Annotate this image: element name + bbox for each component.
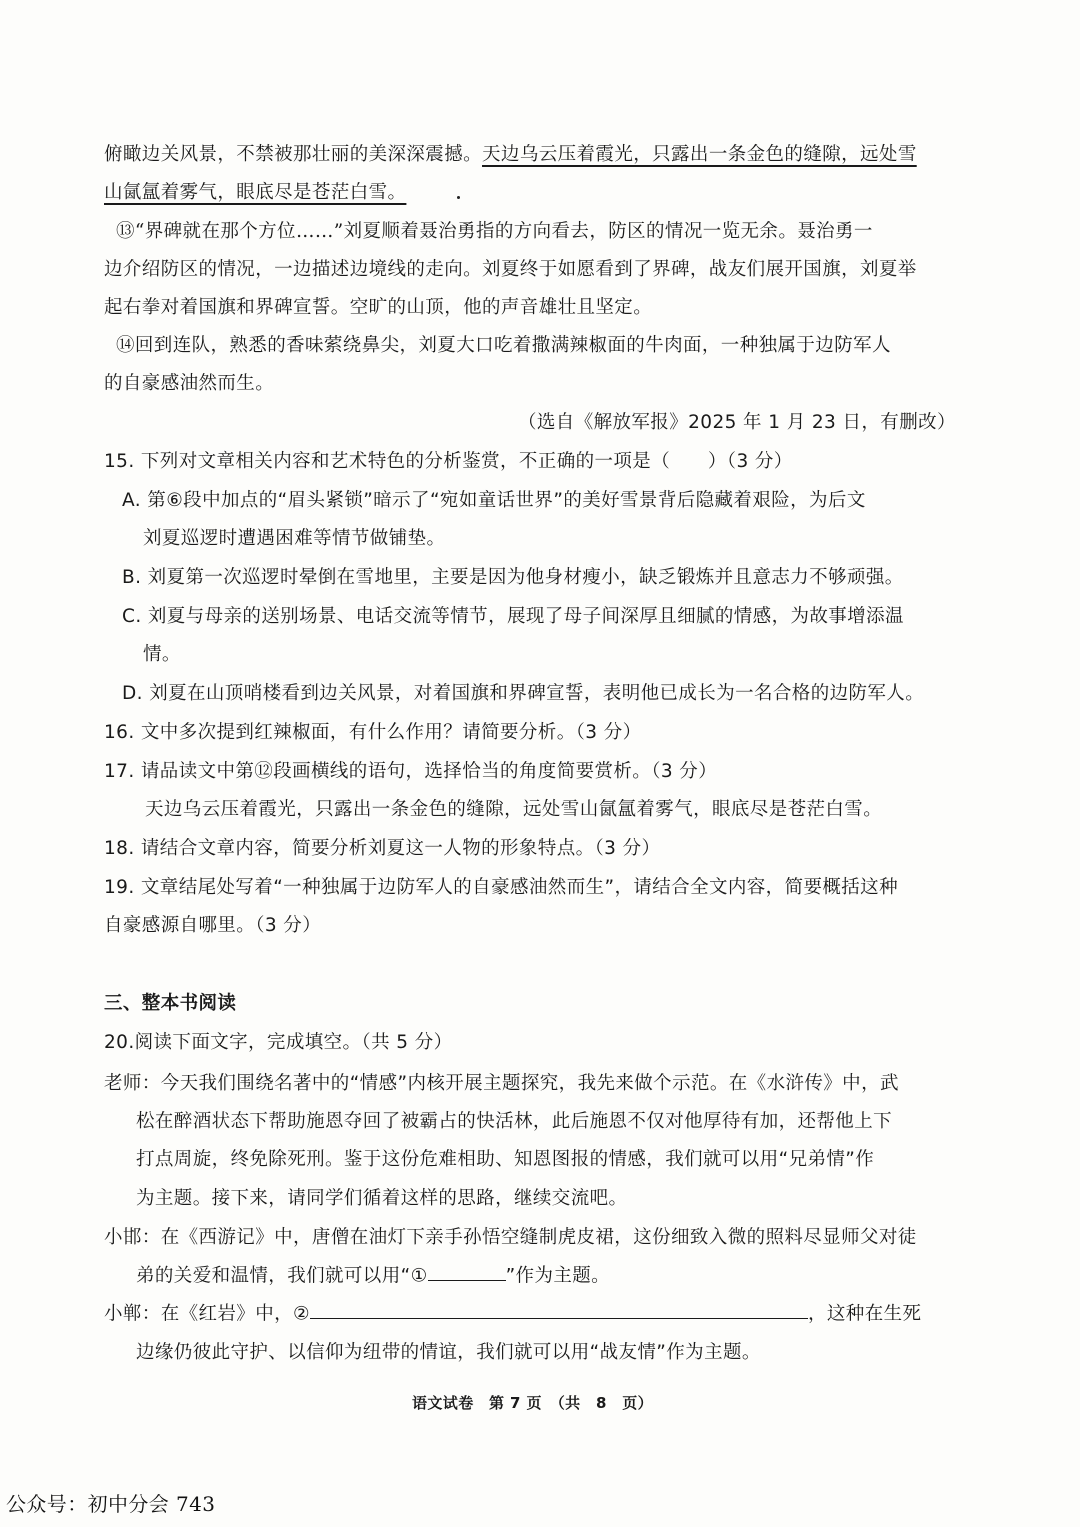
question-17: 17. 请品读文中第⑫段画横线的语句，选择恰当的角度简要赏析。（3 分）	[104, 761, 718, 782]
xiaozhang-line-1-post: ，这种在生死	[808, 1303, 922, 1325]
p12-underlined-text: 天边乌云压着霞光，只露出一条金色的缝隙，远处雪	[482, 144, 917, 165]
story-paragraph-13-line-3: 起右拳对着国旗和界碑宣誓。空旷的山顶，他的声音雄壮且坚定。	[104, 297, 653, 318]
xiaoyong-line-2-pre: 弟的关爱和温情，我们就可以用“①	[136, 1265, 428, 1287]
teacher-line-1: 老师：今天我们围绕名著中的“情感”内核开展主题探究，我先来做个示范。在《水浒传》中，武	[104, 1073, 899, 1094]
p12-plain-text: 俯瞰边关风景，不禁被那壮丽的美深深震撼。	[104, 144, 483, 165]
xiaozhang-line-1-pre: 小郸：在《红岩》中，②	[104, 1303, 310, 1325]
question-16: 16. 文中多次提到红辣椒面，有什么作用？请简要分析。（3 分）	[104, 722, 642, 743]
teacher-line-2: 松在醉酒状态下帮助施恩夺回了被霸占的快活林，此后施恩不仅对他厚待有加，还帮他上下	[136, 1111, 893, 1132]
story-paragraph-12-line-2: 山氤氲着雾气，眼底尽是苍茫白雪。	[104, 182, 407, 203]
xiaoyong-line-1: 小邯：在《西游记》中，唐僧在油灯下亲手孙悟空缝制虎皮裙，这份细致入微的照料尽显师父对徒	[104, 1227, 917, 1248]
watermark-text: 公众号：初中分会 743	[6, 1492, 216, 1516]
question-17-quote: 天边乌云压着霞光，只露出一条金色的缝隙，远处雪山氤氲着雾气，眼底尽是苍茫白雪。	[145, 799, 883, 820]
answer-blank-1[interactable]	[428, 1261, 506, 1281]
story-paragraph-13-line-2: 边介绍防区的情况，一边描述边境线的走向。刘夏终于如愿看到了界碑，战友们展开国旗，刘夏举	[104, 259, 917, 280]
question-15-option-a-line-1: A. 第⑥段中加点的“眉头紧锁”暗示了“宛如童话世界”的美好雪景背后隐藏着艰险，为后文	[122, 490, 866, 511]
question-19-line-2: 自豪感源自哪里。（3 分）	[104, 915, 322, 936]
story-paragraph-14-line-2: 的自豪感油然而生。	[104, 373, 275, 394]
answer-blank-2[interactable]	[310, 1299, 808, 1319]
question-15-option-b: B. 刘夏第一次巡逻时晕倒在雪地里，主要是因为他身材瘦小，缺乏锻炼并且意志力不够顽强。	[122, 567, 904, 588]
question-15-option-a-line-2: 刘夏巡逻时遭遇困难等情节做铺垫。	[143, 528, 446, 549]
page-footer: 语文试卷 第 7 页 （共 8 页）	[412, 1394, 654, 1412]
story-paragraph-12-line-1	[104, 140, 917, 166]
xiaozhang-line-1	[104, 1299, 921, 1325]
source-citation: （选自《解放军报》2025 年 1 月 23 日，有删改）	[518, 412, 956, 433]
question-15-option-c-line-1: C. 刘夏与母亲的送别场景、电话交流等情节，展现了母子间深厚且细腻的情感，为故事增添温	[122, 606, 904, 627]
question-20-stem: 20.阅读下面文字，完成填空。（共 5 分）	[104, 1032, 453, 1053]
question-19-line-1: 19. 文章结尾处写着“一种独属于边防军人的自豪感油然而生”，请结合全文内容，简要概括这种	[104, 877, 898, 898]
xiaozhang-line-2: 边缘仍彼此守护、以信仰为纽带的情谊，我们就可以用“战友情”作为主题。	[136, 1342, 761, 1363]
teacher-line-4: 为主题。接下来，请同学们循着这样的思路，继续交流吧。	[136, 1188, 628, 1209]
teacher-line-3: 打点周旋，终免除死刑。鉴于这份危难相助、知恩图报的情感，我们就可以用“兄弟情”作	[136, 1149, 875, 1170]
xiaoyong-line-2-post: ”作为主题。	[505, 1265, 611, 1287]
stray-dot	[457, 196, 460, 199]
question-15-option-c-line-2: 情。	[143, 644, 181, 665]
question-15-option-d: D. 刘夏在山顶哨楼看到边关风景，对着国旗和界碑宣誓，表明他已成长为一名合格的边防军人。	[122, 683, 925, 704]
question-18: 18. 请结合文章内容，简要分析刘夏这一人物的形象特点。（3 分）	[104, 838, 661, 859]
story-paragraph-13-line-1: ⑬“界碑就在那个方位……”刘夏顺着聂治勇指的方向看去，防区的情况一览无余。聂治勇一	[116, 221, 873, 242]
section-3-heading: 三、整本书阅读	[104, 993, 237, 1014]
story-paragraph-14-line-1: ⑭回到连队，熟悉的香味萦绕鼻尖，刘夏大口吃着撒满辣椒面的牛肉面，一种独属于边防军人	[116, 335, 891, 356]
xiaoyong-line-2	[136, 1261, 610, 1287]
question-15-stem: 15. 下列对文章相关内容和艺术特色的分析鉴赏，不正确的一项是（ ）（3 分）	[104, 451, 793, 472]
